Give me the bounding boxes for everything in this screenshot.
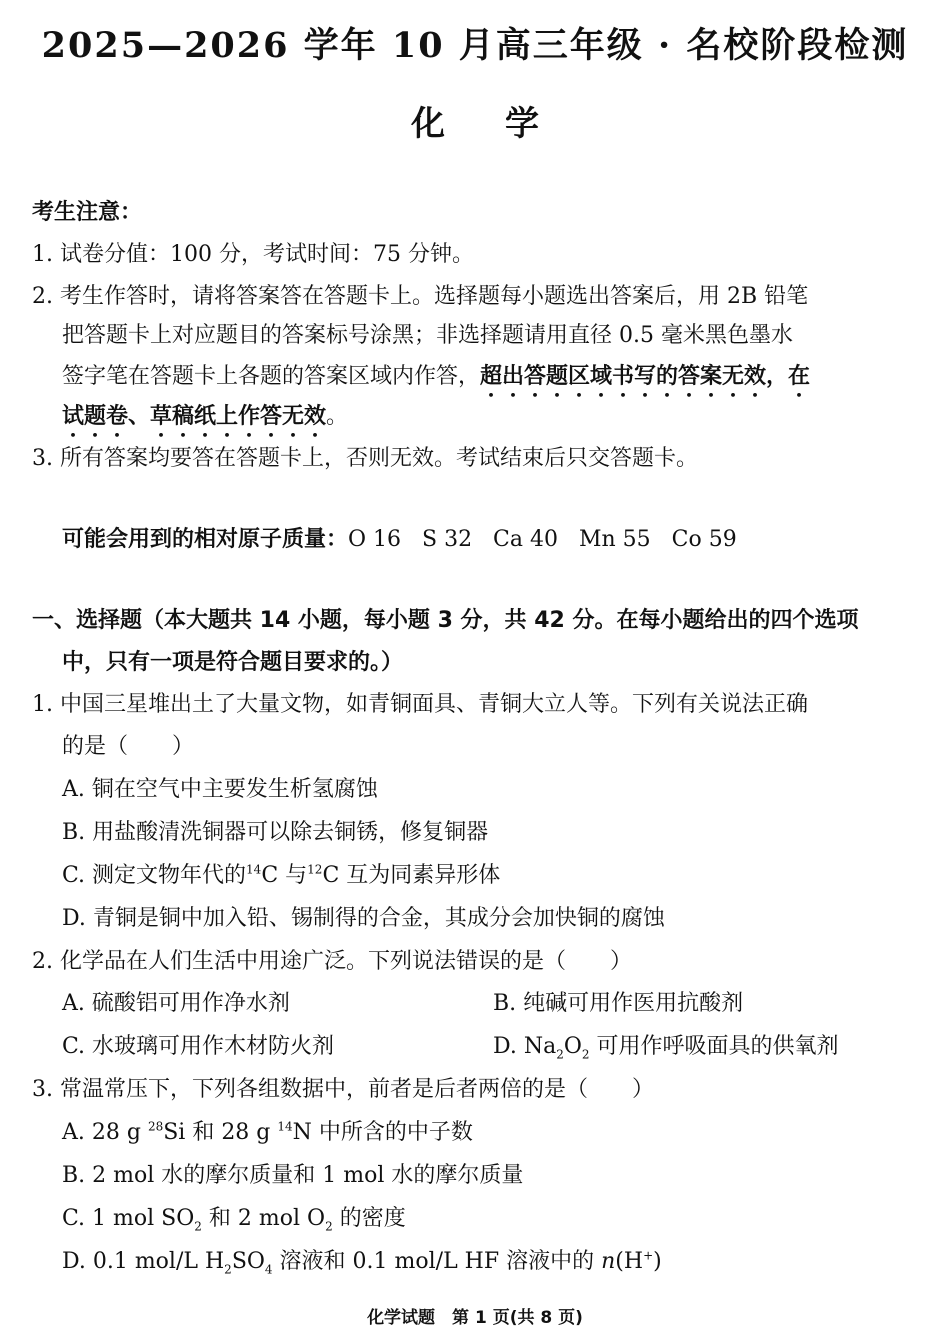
- q3-d-sup: +: [643, 1248, 654, 1263]
- q2-d-text-3: 可用作呼吸面具的供氧剂: [589, 1034, 839, 1059]
- q3-a-sup-1: 28: [147, 1119, 164, 1134]
- q3-c-sub-1: 2: [194, 1219, 202, 1234]
- question-3-stem: 3. 常温常压下，下列各组数据中，前者是后者两倍的是（ ）: [32, 1077, 654, 1102]
- notice-item-3: 3. 所有答案均要答在答题卡上，否则无效。考试结束后只交答题卡。: [32, 446, 698, 471]
- q2-d-sub-2: 2: [581, 1047, 590, 1062]
- notice-emphasis-1: 超出答题区域书写的答案无效，在: [480, 364, 811, 389]
- question-1-stem-line-1: 1. 中国三星堆出土了大量文物，如青铜面具、青铜大立人等。下列有关说法正确: [32, 692, 808, 717]
- q1-c-text-3: C 互为同素异形体: [322, 863, 501, 888]
- notice-item-2-line-4-end: 。: [326, 404, 349, 429]
- question-3-option-d: [62, 1247, 918, 1277]
- notice-item-1: 1. 试卷分值：100 分，考试时间：75 分钟。: [32, 242, 474, 267]
- q3-d-sub-2: 4: [264, 1262, 273, 1277]
- notice-item-2-line-2: 把答题卡上对应题目的答案标号涂黑；非选择题请用直径 0.5 毫米黑色墨水: [62, 323, 793, 348]
- notice-emphasis-2: 试题卷、草稿纸上作答无效: [62, 404, 327, 429]
- q3-a-text-1: A. 28 g: [62, 1120, 148, 1145]
- question-1-stem-line-2: 的是（ ）: [62, 734, 195, 759]
- question-3-option-b: B. 2 mol 水的摩尔质量和 1 mol 水的摩尔质量: [62, 1163, 524, 1188]
- q3-a-sup-2: 14: [277, 1119, 293, 1134]
- q3-d-sub-1: 2: [224, 1262, 232, 1277]
- q3-a-text-2: Si 和 28 g: [163, 1120, 278, 1145]
- notice-heading: 考生注意：: [32, 200, 143, 225]
- q1-c-text-2: C 与: [261, 863, 308, 888]
- q2-d-text-2: O: [563, 1034, 582, 1059]
- notice-item-2-line-3: [62, 362, 918, 402]
- q1-c-sup-1: 14: [246, 862, 262, 877]
- section-1-heading-line-1: 一、选择题（本大题共 14 小题，每小题 3 分，共 42 分。在每小题给出的四个选项: [32, 608, 859, 633]
- question-3-option-a: [62, 1118, 918, 1148]
- question-2-option-b: B. 纯碱可用作医用抗酸剂: [493, 991, 744, 1016]
- q2-d-sub-1: 2: [556, 1047, 564, 1062]
- notice-item-2-line-3-plain: 签字笔在答题卡上各题的答案区域内作答，: [62, 364, 481, 389]
- q3-c-text-3: 的密度: [332, 1206, 406, 1231]
- question-2-option-c: C. 水玻璃可用作木材防火剂: [62, 1034, 335, 1059]
- atomic-masses-values: O 16 S 32 Ca 40 Mn 55 Co 59: [348, 527, 737, 552]
- question-1-option-b: B. 用盐酸清洗铜器可以除去铜锈，修复铜器: [62, 820, 489, 845]
- notice-item-2-line-1: 2. 考生作答时，请将答案答在答题卡上。选择题每小题选出答案后，用 2B 铅笔: [32, 284, 809, 309]
- question-2-option-a: A. 硫酸铝可用作净水剂: [62, 991, 290, 1016]
- q2-d-text-1: D. Na: [493, 1034, 557, 1059]
- question-1-option-a: A. 铜在空气中主要发生析氢腐蚀: [62, 777, 378, 802]
- q1-c-text-1: C. 测定文物年代的: [62, 863, 247, 888]
- exam-title: 2025—2026 学年 10 月高三年级 · 名校阶段检测: [41, 25, 909, 66]
- page-footer: 化学试题 第 1 页(共 8 页): [367, 1308, 583, 1328]
- q3-d-italic-n: n: [601, 1249, 616, 1274]
- atomic-masses-label: 可能会用到的相对原子质量：: [62, 527, 349, 552]
- question-3-option-c: [62, 1204, 918, 1234]
- q3-c-text-2: 和 2 mol O: [201, 1206, 326, 1231]
- subject-title: 化学: [411, 104, 599, 144]
- q3-d-text-4: (H: [615, 1249, 644, 1274]
- question-1-option-d: D. 青铜是铜中加入铅、锡制得的合金，其成分会加快铜的腐蚀: [62, 906, 665, 931]
- q1-c-sup-2: 12: [307, 862, 323, 877]
- q3-a-text-3: N 中所含的中子数: [292, 1120, 473, 1145]
- question-2-stem: 2. 化学品在人们生活中用途广泛。下列说法错误的是（ ）: [32, 949, 632, 974]
- atomic-masses: [62, 525, 918, 555]
- q3-c-text-1: C. 1 mol SO: [62, 1206, 195, 1231]
- q3-d-text-5: ): [653, 1249, 662, 1274]
- notice-item-2-line-4: [62, 402, 918, 442]
- q3-d-text-3: 溶液和 0.1 mol/L HF 溶液中的: [272, 1249, 602, 1274]
- question-2-option-d: [493, 1032, 918, 1062]
- q3-d-text-2: SO: [231, 1249, 265, 1274]
- q3-c-sub-2: 2: [325, 1219, 333, 1234]
- section-1-heading-line-2: 中，只有一项是符合题目要求的。）: [62, 650, 404, 675]
- q3-d-text-1: D. 0.1 mol/L H: [62, 1249, 225, 1274]
- question-1-option-c: [62, 861, 918, 891]
